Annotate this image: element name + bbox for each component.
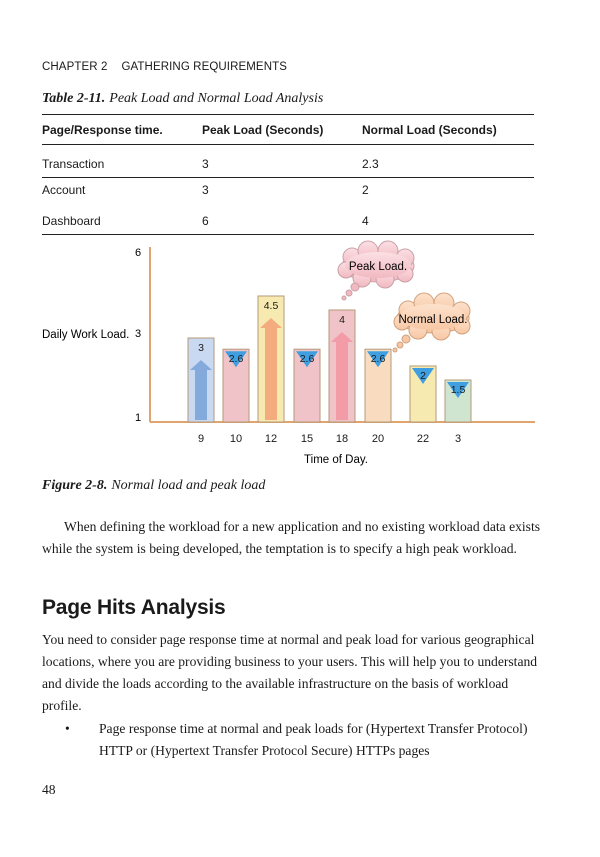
bar-value-label: 2.6 (370, 353, 386, 366)
table-cell: Dashboard (42, 202, 202, 235)
column-header: Normal Load (Seconds) (362, 115, 534, 145)
bar-value-label: 2.6 (228, 353, 244, 366)
column-header: Page/Response time. (42, 115, 202, 145)
table-cell: 4 (362, 202, 534, 235)
table-cell: 2 (362, 183, 369, 197)
peak-load-label: Peak Load. (348, 261, 408, 273)
y-tick-label: 3 (134, 328, 142, 340)
column-header: Peak Load (Seconds) (202, 115, 362, 145)
section-heading: Page Hits Analysis (42, 596, 226, 619)
table-cell: 3 (202, 145, 362, 178)
x-tick-label: 22 (416, 433, 430, 445)
load-chart (0, 232, 600, 472)
bullet-dot: • (65, 721, 70, 736)
table-row (42, 145, 534, 178)
figure-caption-text: Normal load and peak load (111, 478, 266, 493)
x-tick-label: 18 (335, 433, 349, 445)
x-tick-label: 20 (371, 433, 385, 445)
paragraph: When defining the workload for a new application and no existing workload data exists while the system is being developed, the temptation is to specify a high peak workload. (42, 519, 541, 556)
table-row (42, 202, 534, 235)
figure-caption-label: Figure 2-8. (42, 478, 108, 493)
table-cell: Transaction (42, 145, 202, 178)
x-tick-label: 9 (197, 433, 205, 445)
table-cell: 6 (202, 202, 362, 235)
bar-value-label: 2.6 (299, 353, 315, 366)
paragraph: You need to consider page response time at normal and peak load for various geographical locations, where you are providing business to your users. This will help you to understand and divide the loads according to the available infrastructure on the basis of workload profile. (42, 632, 538, 713)
normal-load-callout (393, 293, 470, 352)
x-tick-label: 3 (454, 433, 462, 445)
y-axis-label: Daily Work Load. (42, 329, 130, 341)
table-cell: Account (42, 183, 86, 197)
bullet-text: Page response time at normal and peak loads for (Hypertext Transfer Protocol) HTTP or (Hypertext Transfer Protocol Secure) HTTPs pages (99, 721, 528, 758)
figure-caption (42, 478, 265, 494)
table-cell: 2.3 (362, 145, 534, 178)
y-tick-label: 6 (134, 247, 142, 259)
table-caption (42, 91, 323, 107)
bar-value-label: 1.5 (450, 384, 466, 396)
chapter-title: GATHERING REQUIREMENTS (121, 61, 288, 73)
running-head (42, 61, 287, 73)
chapter-label: CHAPTER 2 (42, 61, 108, 73)
table-cell: 3 (202, 183, 209, 197)
bar-value-label: 2 (420, 370, 426, 382)
x-tick-label: 12 (264, 433, 278, 445)
table-header-row (42, 115, 534, 145)
table-row (42, 178, 534, 203)
bar-value-label: 4 (339, 314, 345, 326)
x-tick-label: 10 (229, 433, 243, 445)
table-caption-text: Peak Load and Normal Load Analysis (109, 91, 324, 106)
y-tick-label: 1 (134, 412, 142, 424)
bar-value-label: 3 (198, 342, 204, 354)
x-axis-label: Time of Day. (304, 454, 368, 466)
x-tick-label: 15 (300, 433, 314, 445)
normal-load-label: Normal Load. (398, 314, 468, 326)
table-caption-label: Table 2-11. (42, 91, 106, 106)
page-number: 48 (42, 782, 56, 797)
load-analysis-table (42, 114, 534, 235)
bar-value-label: 4.5 (263, 300, 279, 312)
peak-load-callout (338, 241, 414, 300)
